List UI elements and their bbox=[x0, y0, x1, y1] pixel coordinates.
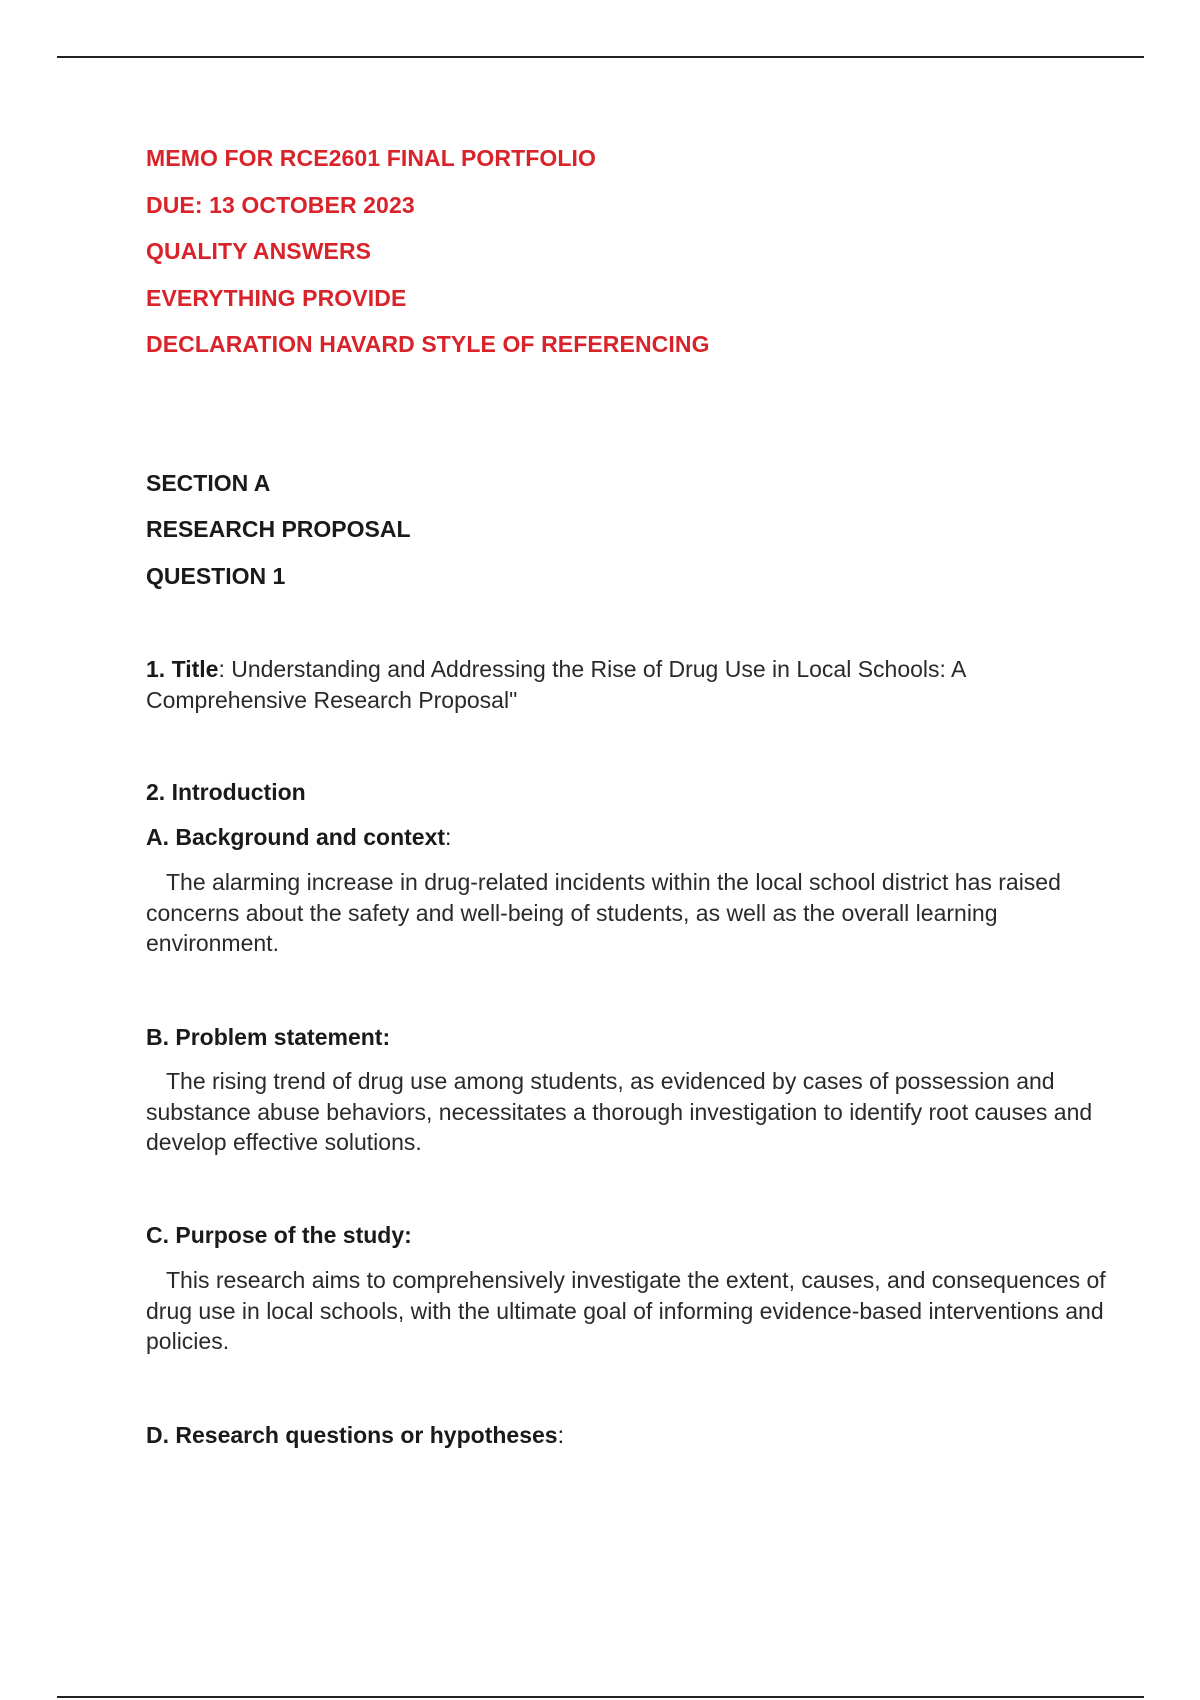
memo-title: MEMO FOR RCE2601 FINAL PORTFOLIO bbox=[146, 145, 597, 171]
purpose-heading: C. Purpose of the study: bbox=[146, 1222, 412, 1248]
title-text: : Understanding and Addressing the Rise of Drug Use in Local Schools: A Comprehensive Research Proposal" bbox=[146, 656, 966, 713]
memo-quality: QUALITY ANSWERS bbox=[146, 238, 372, 264]
introduction-heading: 2. Introduction bbox=[146, 779, 306, 805]
bottom-rule bbox=[57, 1696, 1144, 1698]
title-label: 1. Title bbox=[146, 656, 219, 682]
research-questions-heading bbox=[146, 1422, 564, 1449]
memo-declaration: DECLARATION HAVARD STYLE OF REFERENCING bbox=[146, 331, 710, 357]
question-label: QUESTION 1 bbox=[146, 563, 286, 589]
background-heading-text: A. Background and context bbox=[146, 824, 446, 850]
memo-everything: EVERYTHING PROVIDE bbox=[146, 285, 407, 311]
memo-due-date: DUE: 13 OCTOBER 2023 bbox=[146, 192, 415, 218]
section-subtitle: RESEARCH PROPOSAL bbox=[146, 516, 411, 542]
purpose-paragraph: This research aims to comprehensively investigate the extent, causes, and consequences of drug use in local schools, with the ultimate goal of informing evidence-based interventions and policies. bbox=[146, 1267, 1106, 1354]
title-paragraph bbox=[146, 654, 1106, 715]
background-paragraph: The alarming increase in drug-related incidents within the local school district has raised concerns about the safety and well-being of students, as well as the overall learning environment. bbox=[146, 869, 1061, 956]
research-questions-heading-text: D. Research questions or hypotheses bbox=[146, 1422, 558, 1448]
section-label: SECTION A bbox=[146, 470, 271, 496]
research-questions-heading-colon: : bbox=[557, 1422, 564, 1448]
top-rule bbox=[57, 56, 1144, 58]
background-heading-colon: : bbox=[445, 824, 452, 850]
background-heading bbox=[146, 824, 451, 851]
problem-paragraph: The rising trend of drug use among students, as evidenced by cases of possession and substance abuse behaviors, necessitates a thorough investigation to identify root causes and develop effective solutions. bbox=[146, 1068, 1093, 1155]
problem-heading: B. Problem statement: bbox=[146, 1024, 391, 1050]
